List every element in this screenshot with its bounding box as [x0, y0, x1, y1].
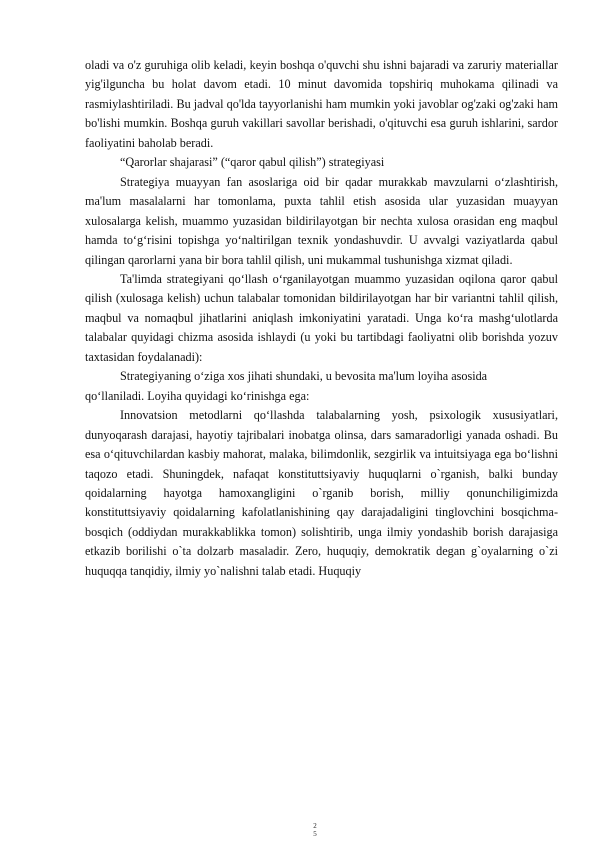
page-number-digit-2: 5 — [313, 829, 317, 838]
paragraph-strategy-definition: Strategiya muayyan fan asoslariga oid bir qadar murakkab mavzularni o‘zlashtirish, ma'lum masalalarni har tomonlama, puxta tahlil etish asosida ular yuzasidan muayyan xulosalarga kelish, muammo yuzasidan bildirilayotgan bir nechta xulosa orasidan eng maqbul hamda to‘g‘risini topishga yo‘naltirilgan texnik yondashuvdir. U avvalgi vaziyatlarda qabul qilingan qarorlarni yana bir bora tahlil qilish, uni mukammal tushunishga xizmat qiladi. — [85, 174, 558, 267]
page-number — [310, 823, 320, 838]
document-body — [85, 56, 558, 581]
paragraph-innovative-methods: Innovatsion metodlarni qo‘llashda talabalarning yosh, psixologik xususiyatlari, dunyoqarash darajasi, hayotiy tajribalari inobatga olinsa, dars samaradorligi yanada oshadi. Bu esa o‘qituvchilardan kasbiy mahorat, malaka, bilimdonlik, sezgirlik va intuitsiyaga ega bo‘lishni taqozo etadi. Shuningdek, nafaqat konstituttsiyaviy huquqlarni o`rganish, balki bunday qoidalarning hayotga hamoxangligini o`rganib borish, milliy qonunchiligimizda konstituttsiyaviy qoidalarning kafolatlanishining qay darajadaligini tinglovchini bosqichma-bosqich (oddiydan murakkablikka tomon) solishtirib, unga ilmiy yondashib borish darajasiga etkazib borilishi o`ta dolzarb masaladir. Zero, huquqiy, demokratik degan g`oyalarning o`zi huquqqa tanqidiy, ilmiy yo`nalishni talab etadi. Huquqiy — [85, 408, 558, 578]
page-number-digit-1: 2 — [313, 822, 317, 830]
paragraph-group-work-continuation: oladi va o'z guruhiga olib keladi, keyin boshqa o'quvchi shu ishni bajaradi va zaruriy materiallar yig'ilguncha bu holat davom etadi. 10 minut davomida topshiriq muhokama qilinadi va rasmiylashtiriladi. Bu jadval qo'lda tayyorlanishi ham mumkin yoki javoblar og'zaki og'zaki ham bo'lishi mumkin. Boshqa guruh vakillari savollar berishadi, o'qituvchi esa guruh ishlarini, sardor faoliyatini baholab beradi. — [85, 58, 558, 150]
paragraph-project-form: qo‘llaniladi. Loyiha quyidagi ko‘rinishga ega: — [85, 388, 310, 403]
heading-decision-tree-strategy: “Qarorlar shajarasi” (“qaror qabul qilish”) strategiyasi — [120, 155, 385, 170]
paragraph-strategy-specific-feature: Strategiyaning o‘ziga xos jihati shundaki, u bevosita ma'lum loyiha asosida — [120, 369, 488, 384]
paragraph-strategy-in-education: Ta'limda strategiyani qo‘llash o‘rganilayotgan muammo yuzasidan oqilona qaror qabul qilish (xulosaga kelish) uchun talabalar tomonidan bildirilayotgan har bir variantni tahlil qilish, maqbul va nomaqbul jihatlarini aniqlash imkoniyatini yaratadi. Unga ko‘ra mashg‘ulotlarda talabalar quyidagi chizma asosida ishlaydi (u yoki bu tartibdagi faoliyatni olib borishda yozuv taxtasidan foydalanadi): — [85, 271, 558, 364]
